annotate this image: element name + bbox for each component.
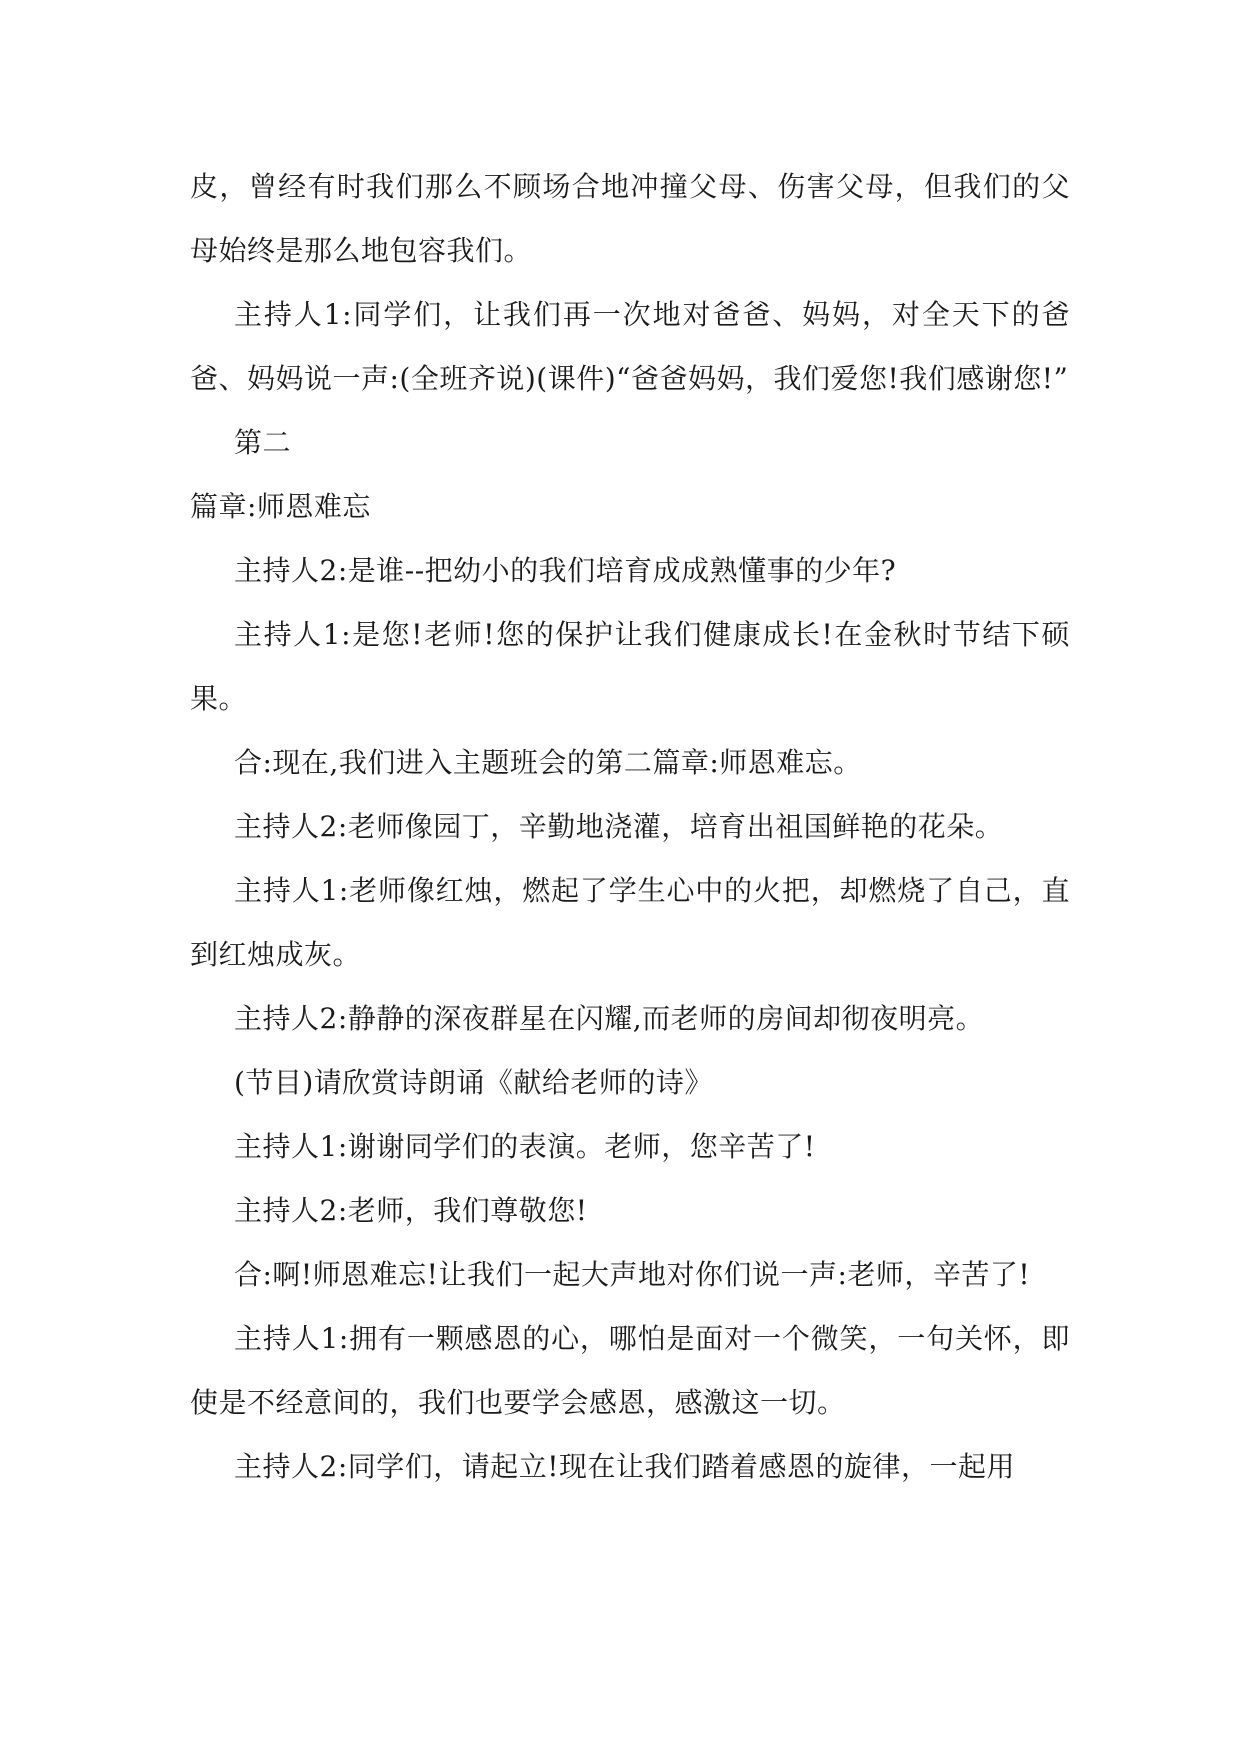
paragraph-8: 主持人2:老师像园丁，辛勤地浇灌，培育出祖国鲜艳的花朵。 — [234, 810, 1004, 843]
paragraph-1: 皮，曾经有时我们那么不顾场合地冲撞父母、伤害父母，但我们的父母始终是那么地包容我们。 — [190, 170, 1070, 267]
paragraph-12: 主持人1:谢谢同学们的表演。老师，您辛苦了! — [234, 1130, 816, 1163]
paragraph-9: 主持人1:老师像红烛，燃起了学生心中的火把，却燃烧了自己，直到红烛成灰。 — [190, 874, 1070, 971]
paragraph-13: 主持人2:老师，我们尊敬您! — [234, 1194, 588, 1227]
paragraph-11: (节目)请欣赏诗朗诵《献给老师的诗》 — [234, 1066, 713, 1099]
paragraph-4: 篇章:师恩难忘 — [190, 490, 371, 523]
document-body — [190, 155, 1070, 1499]
paragraph-7: 合:现在,我们进入主题班会的第二篇章:师恩难忘。 — [234, 746, 862, 779]
paragraph-5: 主持人2:是谁--把幼小的我们培育成成熟懂事的少年? — [234, 554, 897, 587]
paragraph-14: 合:啊!师恩难忘!让我们一起大声地对你们说一声:老师，辛苦了! — [234, 1258, 1031, 1291]
paragraph-10: 主持人2:静静的深夜群星在闪耀,而老师的房间却彻夜明亮。 — [234, 1002, 985, 1035]
paragraph-16: 主持人2:同学们，请起立!现在让我们踏着感恩的旋律，一起用 — [234, 1450, 1016, 1483]
paragraph-15: 主持人1:拥有一颗感恩的心，哪怕是面对一个微笑，一句关怀，即使是不经意间的，我们也要学会感恩，感激这一切。 — [190, 1322, 1070, 1419]
paragraph-2: 主持人1:同学们，让我们再一次地对爸爸、妈妈，对全天下的爸爸、妈妈说一声:(全班齐说)(课件)“爸爸妈妈，我们爱您!我们感谢您!” — [190, 298, 1070, 395]
paragraph-6: 主持人1:是您!老师!您的保护让我们健康成长!在金秋时节结下硕果。 — [190, 618, 1070, 715]
paragraph-3: 第二 — [234, 426, 292, 459]
